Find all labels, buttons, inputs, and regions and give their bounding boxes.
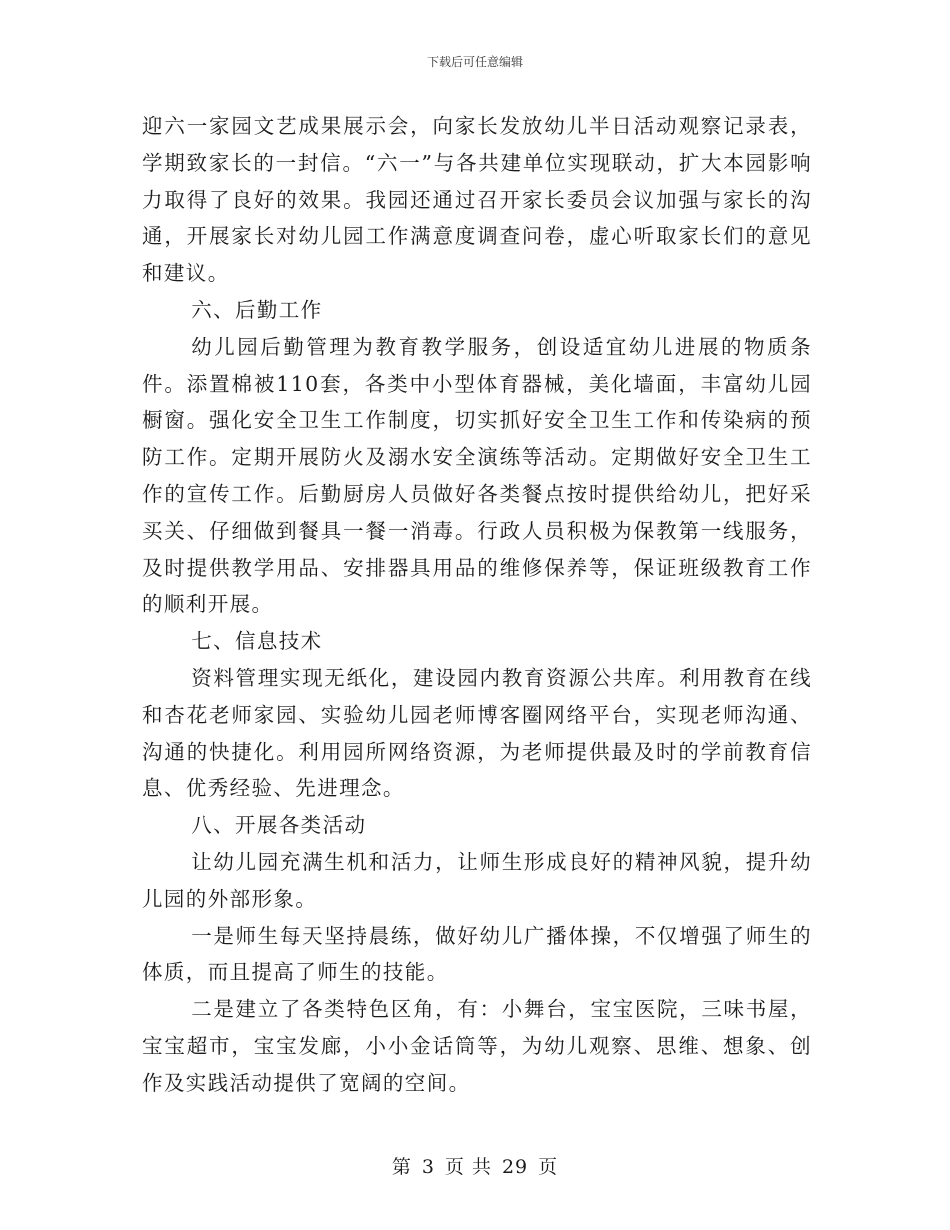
paragraph-activities-intro: 让幼儿园充满生机和活力，让师生形成良好的精神风貌，提升幼儿园的外部形象。	[142, 849, 812, 911]
paragraph-it: 资料管理实现无纸化，建设园内教育资源公共库。利用教育在线和杏花老师家园、实验幼儿园老师博客圈网络平台，实现老师沟通、沟通的快捷化。利用园所网络资源，为老师提供最及时的学前教育信息、优秀经验、先进理念。	[142, 665, 812, 801]
paragraph-activities-two: 二是建立了各类特色区角，有：小舞台，宝宝医院，三味书屋，宝宝超市，宝宝发廊，小小金话筒等，为幼儿观察、思维、想象、创作及实践活动提供了宽阔的空间。	[142, 997, 812, 1095]
footer-middle: 页 共	[444, 1156, 492, 1178]
paragraph-logistics: 幼儿园后勤管理为教育教学服务，创设适宜幼儿进展的物质条件。添置棉被110套，各类中小型体育器械，美化墙面，丰富幼儿园橱窗。强化安全卫生工作制度，切实抓好安全卫生工作和传染病的预防工作。定期开展防火及溺水安全演练等活动。定期做好安全卫生工作的宣传工作。后勤厨房人员做好各类餐点按时提供给幼儿，把好采买关、仔细做到餐具一餐一消毒。行政人员积极为保教第一线服务，及时提供教学用品、安排器具用品的维修保养等，保证班级教育工作的顺利开展。	[142, 334, 812, 617]
paragraph-activities-one: 一是师生每天坚持晨练，做好幼儿广播体操，不仅增强了师生的体质，而且提高了师生的技能。	[142, 923, 812, 985]
footer-total-pages: 29	[501, 1156, 529, 1178]
document-body	[142, 108, 812, 1102]
footer-suffix: 页	[538, 1156, 559, 1178]
section-heading-logistics: 六、后勤工作	[191, 297, 323, 322]
page-header: 下载后可任意编辑	[426, 55, 523, 69]
section-heading-it: 七、信息技术	[191, 629, 323, 654]
footer-prefix: 第	[391, 1156, 412, 1178]
section-heading-activities: 八、开展各类活动	[191, 813, 367, 838]
paragraph-continuation: 迎六一家园文艺成果展示会，向家长发放幼儿半日活动观察记录表，学期致家长的一封信。“六一”与各共建单位实现联动，扩大本园影响力取得了良好的效果。我园还通过召开家长委员会议加强与家长的沟通，开展家长对幼儿园工作满意度调查问卷，虚心听取家长们的意见和建议。	[142, 114, 812, 286]
page-footer	[0, 1152, 950, 1179]
footer-current-page: 3	[421, 1156, 435, 1178]
